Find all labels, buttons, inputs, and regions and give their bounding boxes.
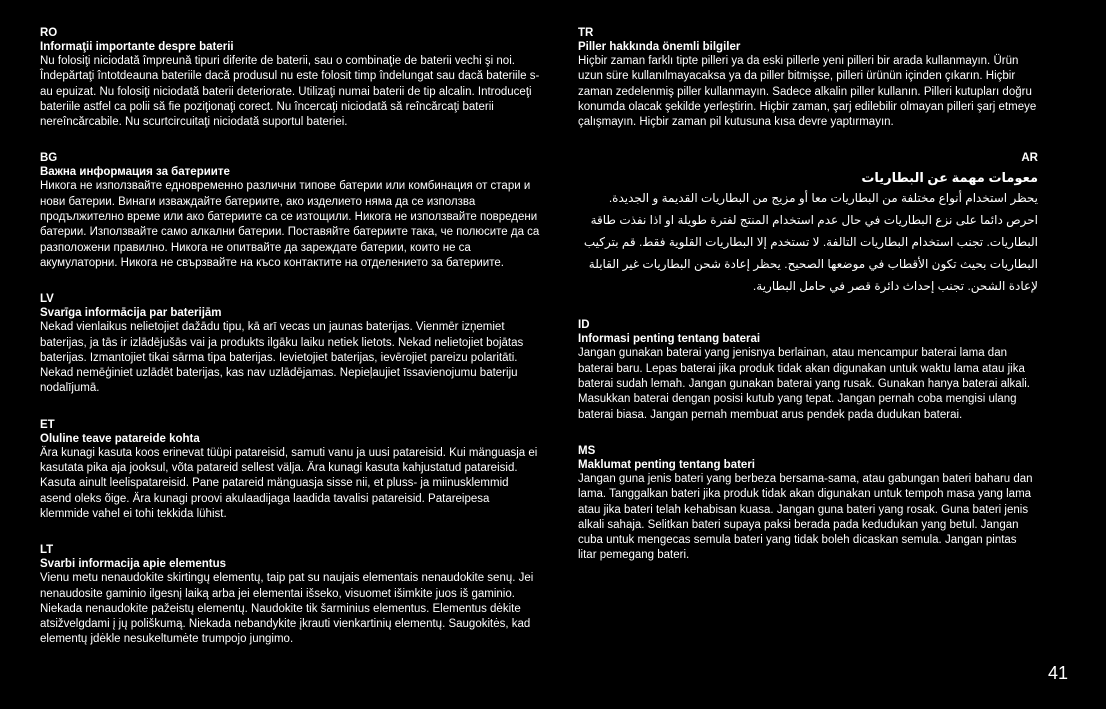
section-heading: Informasi penting tentang baterai — [578, 333, 761, 346]
section-id — [578, 319, 1038, 422]
section-heading: Oluline teave patareide kohta — [40, 432, 200, 445]
section-ar — [578, 152, 1038, 297]
section-body: Nekad vienlaikus nelietojiet dažādu tipu, kā arī vecas un jaunas baterijas. Vienmēr izņemiet baterijas, ja tās ir izlādējušās vai ja produkts ilgāku laiku netiek lietots. Nekad nelietojiet bojātas baterijas. Izmantojiet tikai sārma tipa baterijas. Ievietojiet baterijas, ievērojiet pareizu polaritāti. Nekad nemēģiniet uzlādēt baterijas, kas nav uzlādējamas. Nepieļaujiet īssavienojumu bateriju nodalījumā. — [40, 321, 524, 395]
section-body: Hiçbir zaman farklı tipte pilleri ya da eski pillerle yeni pilleri bir arada kullanmayın. Ürün uzun süre kullanılmayacaksa ya da piller bitmişse, pilleri ürünün içinden çıkarın. Hiçbir zaman zedelenmiş piller kullanmayın. Sadece alkalin piller kullanın. Pilleri kutupları doğru konumda olacak şekilde yerleştirin. Hiçbir zaman, şarj edilebilir olmayan pilleri şarj etmeye çalışmayın. Hiçbir zaman pil kutusuna kısa devre yaptırmayın. — [578, 55, 1037, 129]
language-code: ID — [578, 319, 590, 332]
language-code: TR — [578, 27, 594, 39]
language-code: RO — [40, 27, 58, 39]
section-tr — [578, 27, 1038, 130]
section-ro — [40, 27, 540, 130]
section-body: Jangan guna jenis bateri yang berbeza bersama-sama, atau gabungan bateri baharu dan lama. Tanggalkan bateri jika produk tidak akan digunakan untuk tempoh masa yang lama atau jika bateri telah kehabisan kuasa. Jangan guna bateri yang rosak. Guna bateri jenis alkali sahaja. Selitkan bateri supaya paksi berada pada kedudukan yang betul. Jangan cuba untuk mengecas semula bateri yang tidak boleh dicaskan semula. Jangan pintas litar pemegang bateri. — [578, 472, 1033, 562]
section-bg — [40, 152, 540, 271]
section-heading: Важна информация за батериите — [40, 166, 230, 179]
section-heading: Maklumat penting tentang bateri — [578, 458, 755, 471]
section-body: Никога не използвайте едновременно различни типове батерии или комбинация от стари и нови батерии. Винаги изваждайте батериите, ако изделието няма да се използва продължително време или ако батериите са се изтощили. Никога не използвайте повредени батерии. Използвайте само алкални батерии. Поставяйте батериите така, че полюсите да са разположени правилно. Никога не опитвайте да зареждате батерии, които не са акумулаторни. Никога не свързвайте на късо контактите на отделението за батериите. — [40, 180, 540, 269]
section-ms — [578, 445, 1038, 564]
section-body: يحظر استخدام أنواع مختلفة من البطاريات معا أو مزيج من البطاريات القديمة و الجديدة. احرص دائما على نزع البطاريات في حال عدم استخدام المنتج لفترة طويلة او اذا نفذت طاقة البطاريات. تجنب استخدام البطاريات التالفة. لا تستخدم إلا البطاريات القلوية فقط. قم بتركيب البطاريات بحيث تكون الأقطاب في موضعها الصحيح. يحظر إعادة شحن البطاريات غير القابلة لإعادة الشحن. تجنب إحداث دائرة قصر في حامل البطارية. — [583, 191, 1038, 294]
language-code: LV — [40, 293, 54, 306]
language-code: ET — [40, 418, 55, 431]
section-heading: معومات مهمة عن البطاريات — [861, 170, 1038, 186]
language-code: BG — [40, 152, 58, 165]
section-heading: Piller hakkında önemli bilgiler — [578, 41, 741, 53]
section-body: Jangan gunakan baterai yang jenisnya berlainan, atau mencampur baterai lama dan baterai baru. Lepas baterai jika produk tidak akan digunakan untuk waktu lama atau jika baterai sudah lemah. Jangan gunakan baterai yang rusak. Gunakan hanya baterai alkali. Masukkan baterai dengan posisi kutub yang tepat. Jangan pernah coba mengisi ulang baterai biasa. Jangan pernah membuat arus pendek pada dudukan baterai. — [578, 347, 1030, 421]
section-body: Ära kunagi kasuta koos erinevat tüüpi patareisid, samuti vanu ja uusi patareisid. Kui mänguasja ei kasutata pika aja jooksul, võta patareid sellest välja. Ära kunagi kasuta kahjustatud patareisid. Kasuta ainult leelispatareisid. Pane patareid mänguasja sisse nii, et pluss- ja miinusklemmid asend oleks õige. Ära kunagi proovi akulaadijaga laadida tavalisi patareisid. Patareipesa klemmide vahel ei tohi tekkida lühist. — [40, 446, 538, 520]
page-number: 41 — [1047, 663, 1068, 683]
language-code: AR — [1021, 152, 1038, 165]
section-heading: Informaţii importante despre baterii — [40, 41, 234, 53]
section-lv — [40, 293, 540, 396]
section-heading: Svarbi informacija apie elementus — [40, 558, 226, 571]
section-heading: Svarīga informācija par baterijām — [40, 307, 222, 320]
left-column — [40, 27, 540, 670]
section-lt — [40, 544, 540, 647]
language-code: LT — [40, 544, 54, 557]
section-body: Vienu metu nenaudokite skirtingų elementų, taip pat su naujais elementais nenaudokite senų. Jei nenaudosite gaminio ilgesnį laiką arba jei elementai išseko, visuomet išimkite juos iš gaminio. Niekada nenaudokite pažeistų elementų. Naudokite tik šarminius elementus. Elementus dėkite atsižvelgdami į jų poliškumą. Niekada nebandykite įkrauti vienkartinių elementų. Saugokitės, kad elementų jdėkle nesukeltumėte trumpojo jungimo. — [40, 572, 534, 646]
section-body: Nu folosiţi niciodată împreună tipuri diferite de baterii, sau o combinaţie de baterii vechi şi noi. Îndepărtaţi întotdeauna bateriile dacă produsul nu este folosit timp îndelungat sau dacă bateriile s-au epuizat. Nu folosiţi niciodată baterii deteriorate. Utilizaţi numai baterii de tip alcalin. Introduceţi bateriile astfel ca polii să fie poziţionaţi corect. Nu încercaţi niciodată să reîncărcaţi baterii nereîncărcabile. Nu scurtcircuitaţi niciodată suportul bateriei. — [40, 55, 540, 129]
section-et — [40, 419, 540, 522]
language-code: MS — [578, 444, 596, 457]
right-column — [578, 27, 1038, 586]
